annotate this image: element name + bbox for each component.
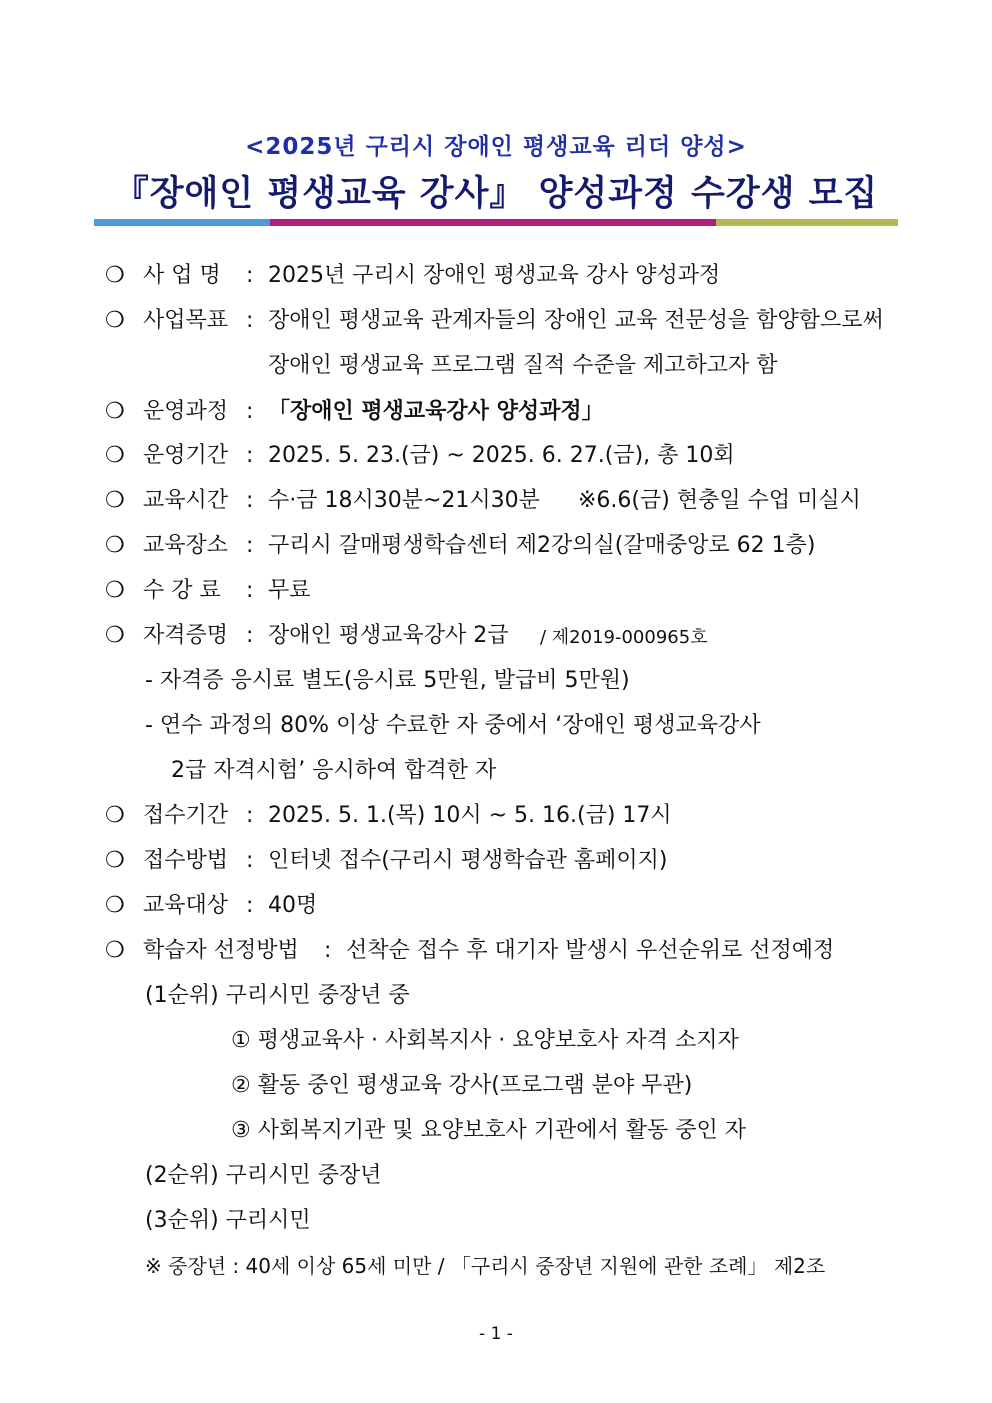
colon: : xyxy=(246,488,254,513)
item-label: 학습자 선정방법 xyxy=(143,938,299,963)
item-label: 접수기간 xyxy=(143,803,229,828)
colon: : xyxy=(246,263,254,288)
item-value: 인터넷 접수(구리시 평생학습관 홈페이지) xyxy=(268,848,668,873)
item-value: 수·금 18시30분~21시30분 xyxy=(268,488,540,513)
item-value: 2025년 구리시 장애인 평생교육 강사 양성과정 xyxy=(268,263,721,288)
priority-text: (3순위) 구리시민 xyxy=(145,1208,311,1233)
item-label: 사업목표 xyxy=(143,308,229,333)
item-value: 구리시 갈매평생학습센터 제2강의실(갈매중앙로 62 1층) xyxy=(268,533,816,558)
item-value: 장애인 평생교육 프로그램 질적 수준을 제고하고자 함 xyxy=(268,353,778,378)
item-label: 접수방법 xyxy=(143,848,229,873)
colon: : xyxy=(246,848,254,873)
colon: : xyxy=(246,893,254,918)
item-label: 사 업 명 xyxy=(143,263,221,288)
colon: : xyxy=(246,578,254,603)
colon: : xyxy=(246,803,254,828)
colon: : xyxy=(324,938,332,963)
detail-text: 2급 자격시험’ 응시하여 합격한 자 xyxy=(171,758,497,783)
colon: : xyxy=(246,308,254,333)
item-value: 2025. 5. 23.(금) ~ 2025. 6. 27.(금), 총 10회 xyxy=(268,443,735,468)
bullet-icon: ❍ xyxy=(105,399,125,424)
item-value: 2025. 5. 1.(목) 10시 ~ 5. 16.(금) 17시 xyxy=(268,803,672,828)
item-note: ※6.6(금) 현충일 수업 미실시 xyxy=(578,488,861,513)
item-label: 운영기간 xyxy=(143,443,229,468)
item-label: 교육대상 xyxy=(143,893,229,918)
detail-text: - 자격증 응시료 별도(응시료 5만원, 발급비 5만원) xyxy=(145,668,630,693)
document-subtitle: <2025년 구리시 장애인 평생교육 리더 양성> xyxy=(245,134,747,160)
colon: : xyxy=(246,443,254,468)
colon: : xyxy=(246,623,254,648)
item-value: 장애인 평생교육 관계자들의 장애인 교육 전문성을 함양함으로써 xyxy=(268,308,884,333)
item-label: 운영과정 xyxy=(143,399,229,424)
bullet-icon: ❍ xyxy=(105,488,125,513)
item-label: 수 강 료 xyxy=(143,578,221,603)
bullet-icon: ❍ xyxy=(105,848,125,873)
item-value: 선착순 접수 후 대기자 발생시 우선순위로 선정예정 xyxy=(346,938,835,963)
item-label: 자격증명 xyxy=(143,623,229,648)
bullet-icon: ❍ xyxy=(105,578,125,603)
item-value: 40명 xyxy=(268,893,318,918)
detail-text: - 연수 과정의 80% 이상 수료한 자 중에서 ‘장애인 평생교육강사 xyxy=(145,713,761,738)
priority-text: ③ 사회복지기관 및 요양보호사 기관에서 활동 중인 자 xyxy=(231,1118,746,1143)
header-bar-blue xyxy=(94,219,270,226)
colon: : xyxy=(246,533,254,558)
bullet-icon: ❍ xyxy=(105,308,125,333)
bullet-icon: ❍ xyxy=(105,938,125,963)
colon: : xyxy=(246,399,254,424)
priority-text: ① 평생교육사 · 사회복지사 · 요양보호사 자격 소지자 xyxy=(231,1028,739,1053)
header-bar-olive xyxy=(716,219,898,226)
bullet-icon: ❍ xyxy=(105,443,125,468)
document-title: 『장애인 평생교육 강사』 양성과정 수강생 모집 xyxy=(113,174,879,214)
item-value: 장애인 평생교육강사 2급 xyxy=(268,623,509,648)
header-bar-magenta xyxy=(270,219,716,226)
note-text: ※ 중장년 : 40세 이상 65세 미만 / 「구리시 중장년 지원에 관한 조례」 제2조 xyxy=(145,1254,826,1278)
item-value: 「장애인 평생교육강사 양성과정」 xyxy=(268,399,604,424)
item-label: 교육시간 xyxy=(143,488,229,513)
priority-text: (1순위) 구리시민 중장년 중 xyxy=(145,983,410,1008)
bullet-icon: ❍ xyxy=(105,893,125,918)
priority-text: (2순위) 구리시민 중장년 xyxy=(145,1163,382,1188)
bullet-icon: ❍ xyxy=(105,263,125,288)
item-label: 교육장소 xyxy=(143,533,229,558)
bullet-icon: ❍ xyxy=(105,803,125,828)
page-number: - 1 - xyxy=(479,1324,513,1344)
bullet-icon: ❍ xyxy=(105,533,125,558)
cert-registration: / 제2019-000965호 xyxy=(540,627,708,648)
bullet-icon: ❍ xyxy=(105,623,125,648)
priority-text: ② 활동 중인 평생교육 강사(프로그램 분야 무관) xyxy=(231,1073,693,1098)
item-value: 무료 xyxy=(268,578,311,603)
